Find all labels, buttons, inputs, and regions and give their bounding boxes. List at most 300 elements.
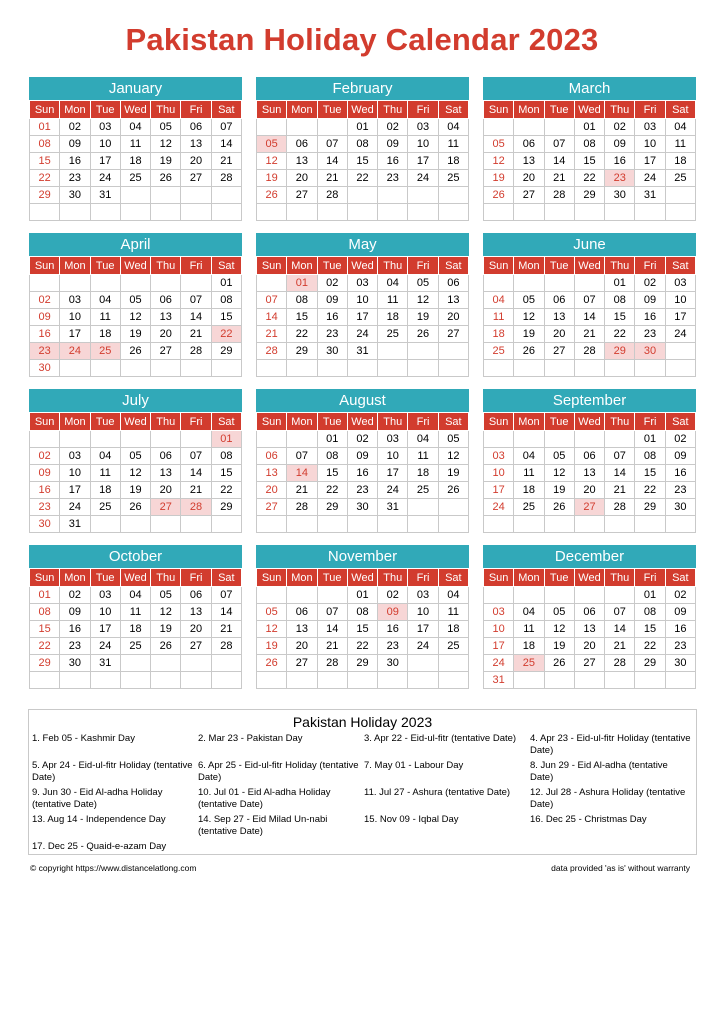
- day-cell: 08: [574, 136, 604, 153]
- empty-cell: [181, 275, 211, 292]
- day-cell: 27: [544, 343, 574, 360]
- day-cell: 29: [635, 499, 665, 516]
- empty-cell: [317, 204, 347, 221]
- day-cell: 06: [287, 136, 317, 153]
- day-cell: 18: [120, 153, 150, 170]
- legend-title: Pakistan Holiday 2023: [292, 714, 433, 730]
- day-cell: 21: [317, 638, 347, 655]
- day-cell: 31: [90, 187, 120, 204]
- day-cell: 28: [317, 655, 347, 672]
- empty-cell: [60, 204, 90, 221]
- day-cell: 07: [211, 119, 241, 136]
- day-cell: 24: [408, 170, 438, 187]
- weekday-header: Thu: [151, 257, 181, 275]
- day-cell: 09: [605, 136, 635, 153]
- empty-cell: [408, 343, 438, 360]
- empty-cell: [317, 516, 347, 533]
- empty-cell: [544, 204, 574, 221]
- weekday-header: Mon: [60, 101, 90, 119]
- day-cell: 12: [151, 604, 181, 621]
- day-cell: 07: [257, 292, 287, 309]
- weekday-header: Sun: [30, 257, 60, 275]
- weekday-header: Wed: [120, 569, 150, 587]
- empty-cell: [408, 516, 438, 533]
- empty-cell: [120, 187, 150, 204]
- holiday-item: 15. Nov 09 - Iqbal Day: [364, 814, 459, 825]
- month-name: June: [483, 233, 696, 256]
- empty-cell: [484, 119, 514, 136]
- day-cell: 12: [484, 153, 514, 170]
- day-cell: 12: [544, 465, 574, 482]
- holiday-item: 1. Feb 05 - Kashmir Day: [32, 733, 135, 744]
- day-cell: 06: [544, 292, 574, 309]
- day-cell: 08: [635, 604, 665, 621]
- day-cell: 28: [574, 343, 604, 360]
- empty-cell: [514, 360, 544, 377]
- day-cell: 21: [317, 170, 347, 187]
- day-cell: 15: [317, 465, 347, 482]
- empty-cell: [665, 672, 695, 689]
- empty-cell: [257, 119, 287, 136]
- day-cell: 26: [257, 655, 287, 672]
- day-cell: 19: [438, 465, 468, 482]
- empty-cell: [181, 655, 211, 672]
- day-cell: 21: [287, 482, 317, 499]
- empty-cell: [378, 204, 408, 221]
- empty-cell: [484, 204, 514, 221]
- empty-cell: [635, 672, 665, 689]
- day-cell: 27: [574, 499, 604, 516]
- day-cell: 01: [30, 587, 60, 604]
- day-cell: 17: [378, 465, 408, 482]
- day-cell: 23: [605, 170, 635, 187]
- month-february: [256, 77, 469, 221]
- day-cell: 13: [574, 621, 604, 638]
- month-name: May: [256, 233, 469, 256]
- empty-cell: [181, 516, 211, 533]
- day-cell: 22: [30, 638, 60, 655]
- day-cell: 17: [347, 309, 377, 326]
- empty-cell: [438, 655, 468, 672]
- day-cell: 09: [30, 465, 60, 482]
- empty-cell: [605, 587, 635, 604]
- day-cell: 07: [317, 136, 347, 153]
- empty-cell: [120, 655, 150, 672]
- month-table: [483, 568, 696, 689]
- day-cell: 07: [181, 292, 211, 309]
- day-cell: 22: [211, 326, 241, 343]
- day-cell: 11: [665, 136, 695, 153]
- day-cell: 26: [514, 343, 544, 360]
- empty-cell: [438, 672, 468, 689]
- empty-cell: [665, 187, 695, 204]
- weekday-header: Tue: [90, 413, 120, 431]
- month-table: [483, 256, 696, 377]
- weekday-header: Tue: [544, 413, 574, 431]
- day-cell: 29: [635, 655, 665, 672]
- day-cell: 04: [665, 119, 695, 136]
- day-cell: 20: [287, 170, 317, 187]
- day-cell: 15: [605, 309, 635, 326]
- day-cell: 05: [438, 431, 468, 448]
- day-cell: 18: [120, 621, 150, 638]
- day-cell: 01: [347, 119, 377, 136]
- day-cell: 29: [30, 655, 60, 672]
- empty-cell: [484, 360, 514, 377]
- day-cell: 29: [574, 187, 604, 204]
- weekday-header: Sun: [257, 569, 287, 587]
- day-cell: 18: [438, 153, 468, 170]
- day-cell: 27: [287, 187, 317, 204]
- empty-cell: [574, 431, 604, 448]
- day-cell: 24: [665, 326, 695, 343]
- empty-cell: [408, 204, 438, 221]
- weekday-header: Tue: [544, 257, 574, 275]
- empty-cell: [287, 672, 317, 689]
- month-january: [29, 77, 242, 221]
- weekday-header: Thu: [378, 569, 408, 587]
- empty-cell: [90, 672, 120, 689]
- day-cell: 25: [408, 482, 438, 499]
- empty-cell: [484, 275, 514, 292]
- day-cell: 04: [514, 604, 544, 621]
- day-cell: 14: [317, 153, 347, 170]
- day-cell: 03: [378, 431, 408, 448]
- weekday-header: Sat: [665, 413, 695, 431]
- holiday-item: 7. May 01 - Labour Day: [364, 760, 464, 771]
- day-cell: 03: [484, 604, 514, 621]
- day-cell: 11: [514, 465, 544, 482]
- day-cell: 27: [287, 655, 317, 672]
- day-cell: 28: [257, 343, 287, 360]
- weekday-header: Sat: [665, 569, 695, 587]
- day-cell: 08: [317, 448, 347, 465]
- day-cell: 24: [484, 499, 514, 516]
- day-cell: 10: [484, 621, 514, 638]
- empty-cell: [287, 431, 317, 448]
- empty-cell: [574, 204, 604, 221]
- holiday-legend: [28, 709, 697, 855]
- weekday-header: Fri: [408, 101, 438, 119]
- day-cell: 03: [90, 587, 120, 604]
- empty-cell: [151, 360, 181, 377]
- day-cell: 22: [347, 170, 377, 187]
- day-cell: 20: [181, 621, 211, 638]
- day-cell: 16: [378, 153, 408, 170]
- day-cell: 13: [181, 136, 211, 153]
- day-cell: 25: [90, 343, 120, 360]
- day-cell: 08: [211, 292, 241, 309]
- empty-cell: [605, 431, 635, 448]
- month-december: [483, 545, 696, 689]
- day-cell: 12: [257, 621, 287, 638]
- holiday-item: 2. Mar 23 - Pakistan Day: [198, 733, 303, 744]
- day-cell: 15: [211, 465, 241, 482]
- day-cell: 15: [347, 621, 377, 638]
- weekday-header: Sat: [438, 569, 468, 587]
- weekday-header: Sat: [438, 257, 468, 275]
- empty-cell: [151, 516, 181, 533]
- day-cell: 07: [181, 448, 211, 465]
- day-cell: 05: [120, 448, 150, 465]
- day-cell: 08: [211, 448, 241, 465]
- day-cell: 09: [665, 604, 695, 621]
- month-table: [483, 100, 696, 221]
- empty-cell: [408, 499, 438, 516]
- empty-cell: [317, 587, 347, 604]
- empty-cell: [151, 431, 181, 448]
- empty-cell: [544, 431, 574, 448]
- empty-cell: [151, 275, 181, 292]
- day-cell: 06: [574, 448, 604, 465]
- day-cell: 19: [544, 638, 574, 655]
- day-cell: 11: [438, 136, 468, 153]
- empty-cell: [514, 431, 544, 448]
- day-cell: 24: [60, 499, 90, 516]
- day-cell: 05: [151, 587, 181, 604]
- day-cell: 05: [151, 119, 181, 136]
- weekday-header: Mon: [60, 257, 90, 275]
- day-cell: 04: [90, 448, 120, 465]
- day-cell: 22: [347, 638, 377, 655]
- weekday-header: Fri: [408, 257, 438, 275]
- day-cell: 13: [438, 292, 468, 309]
- day-cell: 19: [151, 153, 181, 170]
- weekday-header: Thu: [605, 413, 635, 431]
- empty-cell: [544, 587, 574, 604]
- day-cell: 23: [665, 638, 695, 655]
- day-cell: 06: [287, 604, 317, 621]
- holiday-item: 4. Apr 23 - Eid-ul-fitr Holiday (tentative Date): [530, 733, 691, 756]
- day-cell: 10: [484, 465, 514, 482]
- weekday-header: Mon: [514, 413, 544, 431]
- empty-cell: [347, 204, 377, 221]
- day-cell: 04: [514, 448, 544, 465]
- day-cell: 08: [635, 448, 665, 465]
- day-cell: 01: [635, 587, 665, 604]
- empty-cell: [30, 204, 60, 221]
- day-cell: 01: [635, 431, 665, 448]
- weekday-header: Tue: [544, 101, 574, 119]
- empty-cell: [120, 275, 150, 292]
- day-cell: 28: [181, 499, 211, 516]
- day-cell: 08: [287, 292, 317, 309]
- weekday-header: Sat: [438, 101, 468, 119]
- empty-cell: [211, 655, 241, 672]
- day-cell: 03: [408, 587, 438, 604]
- day-cell: 07: [574, 292, 604, 309]
- day-cell: 10: [408, 136, 438, 153]
- day-cell: 01: [211, 275, 241, 292]
- day-cell: 18: [514, 638, 544, 655]
- day-cell: 16: [665, 621, 695, 638]
- empty-cell: [317, 360, 347, 377]
- calendar-grid: [29, 77, 697, 689]
- day-cell: 24: [60, 343, 90, 360]
- day-cell: 26: [438, 482, 468, 499]
- day-cell: 29: [287, 343, 317, 360]
- day-cell: 06: [181, 119, 211, 136]
- holiday-item: 9. Jun 30 - Eid Al-adha Holiday (tentative Date): [32, 787, 163, 810]
- empty-cell: [605, 672, 635, 689]
- empty-cell: [574, 516, 604, 533]
- day-cell: 12: [408, 292, 438, 309]
- day-cell: 26: [484, 187, 514, 204]
- day-cell: 13: [181, 604, 211, 621]
- day-cell: 08: [347, 604, 377, 621]
- holiday-item: 10. Jul 01 - Eid Al-adha Holiday (tentative Date): [198, 787, 331, 810]
- empty-cell: [514, 587, 544, 604]
- empty-cell: [151, 655, 181, 672]
- day-cell: 02: [60, 119, 90, 136]
- day-cell: 22: [287, 326, 317, 343]
- day-cell: 16: [60, 621, 90, 638]
- day-cell: 23: [378, 170, 408, 187]
- empty-cell: [635, 360, 665, 377]
- day-cell: 06: [151, 292, 181, 309]
- month-august: [256, 389, 469, 533]
- empty-cell: [484, 431, 514, 448]
- weekday-header: Mon: [514, 101, 544, 119]
- holiday-item: 12. Jul 28 - Ashura Holiday (tentative Date): [530, 787, 686, 810]
- day-cell: 26: [120, 343, 150, 360]
- day-cell: 27: [257, 499, 287, 516]
- weekday-header: Sun: [257, 101, 287, 119]
- holiday-item: 11. Jul 27 - Ashura (tentative Date): [364, 787, 511, 798]
- empty-cell: [665, 516, 695, 533]
- day-cell: 15: [287, 309, 317, 326]
- day-cell: 05: [257, 604, 287, 621]
- empty-cell: [90, 275, 120, 292]
- weekday-header: Wed: [347, 413, 377, 431]
- weekday-header: Fri: [181, 257, 211, 275]
- day-cell: 03: [665, 275, 695, 292]
- empty-cell: [120, 360, 150, 377]
- month-table: [29, 256, 242, 377]
- day-cell: 11: [484, 309, 514, 326]
- day-cell: 17: [484, 638, 514, 655]
- day-cell: 14: [211, 604, 241, 621]
- day-cell: 23: [665, 482, 695, 499]
- day-cell: 13: [151, 309, 181, 326]
- day-cell: 19: [544, 482, 574, 499]
- weekday-header: Thu: [378, 257, 408, 275]
- day-cell: 29: [317, 499, 347, 516]
- day-cell: 30: [317, 343, 347, 360]
- day-cell: 03: [60, 448, 90, 465]
- day-cell: 05: [544, 448, 574, 465]
- day-cell: 02: [347, 431, 377, 448]
- day-cell: 29: [211, 343, 241, 360]
- empty-cell: [635, 204, 665, 221]
- day-cell: 19: [257, 638, 287, 655]
- day-cell: 26: [120, 499, 150, 516]
- day-cell: 19: [514, 326, 544, 343]
- empty-cell: [605, 360, 635, 377]
- day-cell: 09: [30, 309, 60, 326]
- empty-cell: [211, 187, 241, 204]
- day-cell: 31: [60, 516, 90, 533]
- day-cell: 22: [574, 170, 604, 187]
- empty-cell: [181, 204, 211, 221]
- day-cell: 31: [378, 499, 408, 516]
- day-cell: 12: [151, 136, 181, 153]
- day-cell: 13: [574, 465, 604, 482]
- weekday-header: Tue: [544, 569, 574, 587]
- day-cell: 02: [635, 275, 665, 292]
- day-cell: 01: [211, 431, 241, 448]
- empty-cell: [257, 672, 287, 689]
- empty-cell: [287, 587, 317, 604]
- empty-cell: [257, 587, 287, 604]
- disclaimer-text: data provided 'as is' without warranty: [551, 863, 690, 873]
- day-cell: 21: [605, 482, 635, 499]
- empty-cell: [347, 672, 377, 689]
- day-cell: 05: [408, 275, 438, 292]
- day-cell: 26: [151, 170, 181, 187]
- day-cell: 31: [635, 187, 665, 204]
- month-table: [483, 412, 696, 533]
- day-cell: 21: [257, 326, 287, 343]
- weekday-header: Thu: [605, 569, 635, 587]
- weekday-header: Fri: [181, 569, 211, 587]
- month-may: [256, 233, 469, 377]
- month-march: [483, 77, 696, 221]
- weekday-header: Sun: [484, 257, 514, 275]
- day-cell: 26: [151, 638, 181, 655]
- empty-cell: [257, 204, 287, 221]
- weekday-header: Tue: [317, 257, 347, 275]
- day-cell: 18: [90, 326, 120, 343]
- weekday-header: Tue: [317, 569, 347, 587]
- weekday-header: Sat: [211, 569, 241, 587]
- empty-cell: [484, 587, 514, 604]
- weekday-header: Mon: [514, 569, 544, 587]
- day-cell: 14: [181, 465, 211, 482]
- day-cell: 11: [378, 292, 408, 309]
- day-cell: 29: [347, 655, 377, 672]
- day-cell: 09: [60, 136, 90, 153]
- empty-cell: [574, 672, 604, 689]
- day-cell: 06: [181, 587, 211, 604]
- day-cell: 24: [90, 170, 120, 187]
- day-cell: 04: [438, 587, 468, 604]
- day-cell: 10: [347, 292, 377, 309]
- weekday-header: Sat: [211, 413, 241, 431]
- weekday-header: Wed: [120, 257, 150, 275]
- empty-cell: [378, 516, 408, 533]
- weekday-header: Mon: [287, 413, 317, 431]
- day-cell: 06: [514, 136, 544, 153]
- empty-cell: [257, 431, 287, 448]
- month-table: [256, 100, 469, 221]
- day-cell: 18: [438, 621, 468, 638]
- day-cell: 25: [120, 638, 150, 655]
- weekday-header: Sat: [211, 101, 241, 119]
- day-cell: 31: [90, 655, 120, 672]
- month-november: [256, 545, 469, 689]
- day-cell: 14: [181, 309, 211, 326]
- day-cell: 10: [635, 136, 665, 153]
- day-cell: 25: [438, 170, 468, 187]
- day-cell: 09: [378, 136, 408, 153]
- month-name: October: [29, 545, 242, 568]
- day-cell: 13: [287, 621, 317, 638]
- day-cell: 09: [60, 604, 90, 621]
- day-cell: 02: [378, 587, 408, 604]
- weekday-header: Sun: [30, 413, 60, 431]
- weekday-header: Thu: [151, 569, 181, 587]
